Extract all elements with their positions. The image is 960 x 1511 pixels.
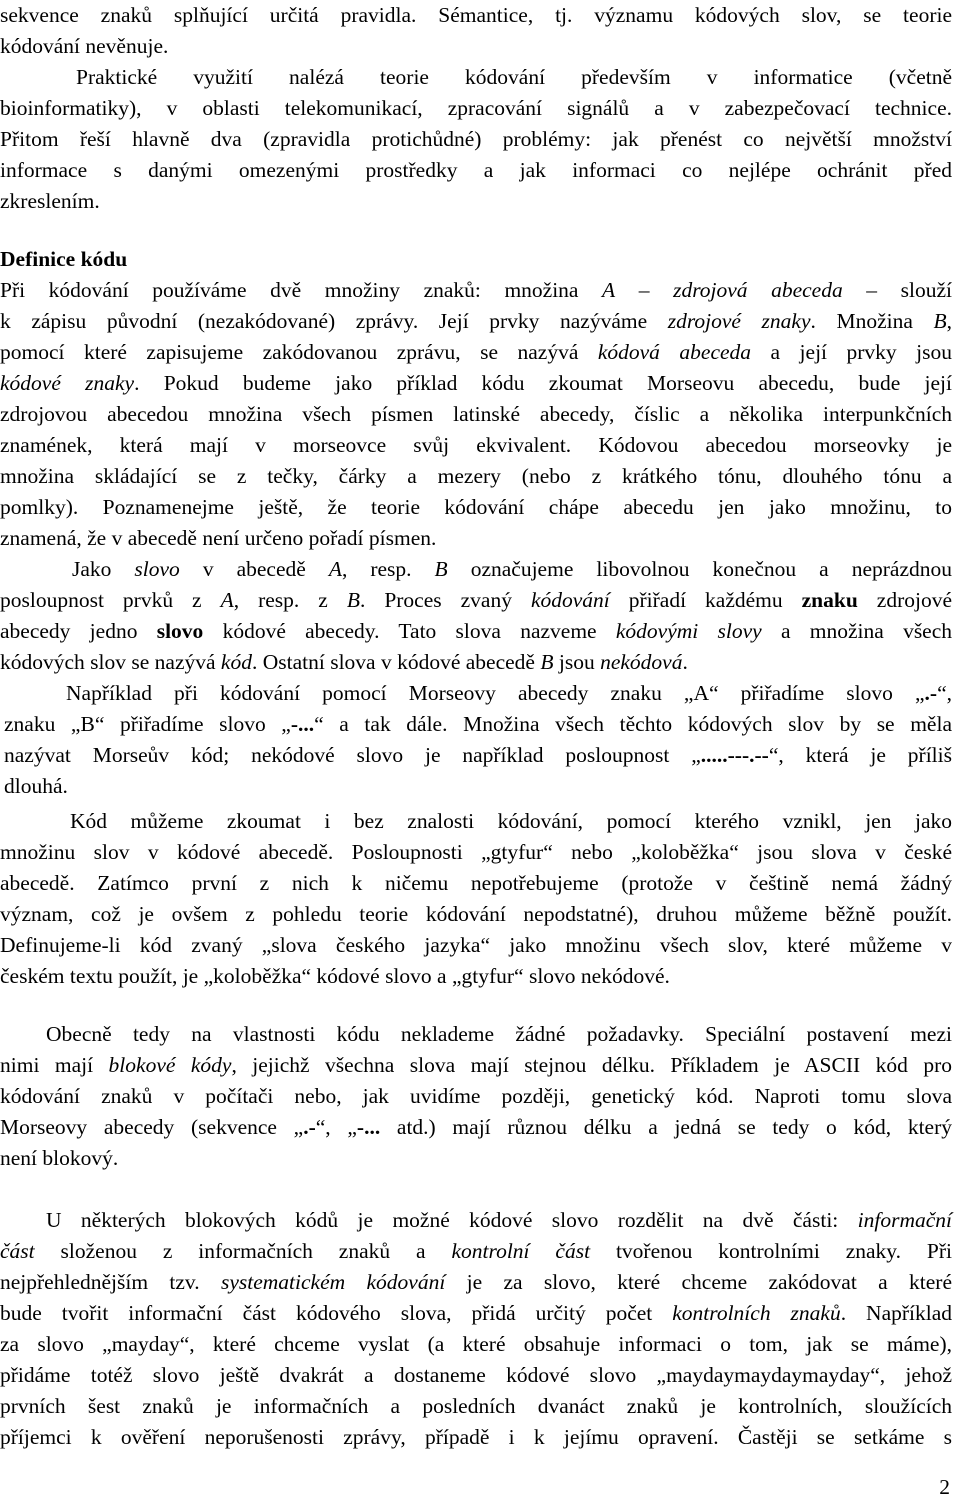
text-run: za slovo „mayday“, které chceme vyslat (a které obsahuje informaci o tom, jak se máme), [0, 1332, 952, 1356]
paragraph-p-practical-use [0, 62, 952, 217]
text-run: abecedě. Zatímco první z nich k ničemu nepotřebujeme (protože v češtině nemá žádný [0, 871, 952, 895]
text-line [0, 1422, 952, 1453]
text-line [0, 899, 952, 930]
text-run: Při kódování používáme dvě množiny znaků: množina [0, 278, 603, 302]
italic-run: kódovými slovy [615, 619, 762, 643]
text-run: zdrojové [857, 588, 952, 612]
text-line [0, 461, 952, 492]
bold-run: znaku [801, 588, 858, 612]
bold-run: slovo [156, 619, 204, 643]
text-run: složenou z informačních znaků a [34, 1239, 452, 1263]
text-run: nimi mají [0, 1053, 109, 1077]
text-line [0, 771, 952, 802]
text-run: Například při kódování pomocí Morseovy abecedy znaku „A“ přiřadíme slovo „ [66, 681, 925, 705]
italic-run: informační [857, 1208, 952, 1232]
text-line [0, 647, 952, 678]
text-line [0, 1236, 952, 1267]
text-line [0, 399, 952, 430]
text-run: jsou [553, 650, 601, 674]
text-line [0, 837, 952, 868]
text-run: abecedy jedno [0, 619, 157, 643]
text-run: posloupnost prvků z [0, 588, 221, 612]
text-run: , jejichž všechna slova mají stejnou délku. Příkladem je ASCII kód pro [231, 1053, 952, 1077]
italic-run: A [602, 278, 616, 302]
text-run: znamená, že v abecedě není určeno pořadí písmen. [0, 526, 437, 550]
italic-run: B [346, 588, 360, 612]
text-line [0, 1205, 952, 1236]
text-line [0, 124, 952, 155]
text-run: Přitom řeší hlavně dva (zpravidla protichůdné) problémy: jak přenést co největší množství [0, 127, 952, 151]
bold-run: .- [924, 681, 938, 705]
text-run: Praktické využití nalézá teorie kódování především v informatice (včetně [76, 65, 952, 89]
text-line [0, 1267, 952, 1298]
paragraph-p-word [0, 554, 952, 678]
text-line [0, 1298, 952, 1329]
italic-run: kontrolní část [451, 1239, 591, 1263]
text-line [0, 585, 952, 616]
text-line [0, 93, 952, 124]
text-line [0, 523, 952, 554]
text-run: tvořenou kontrolními znaky. Při [590, 1239, 952, 1263]
bold-run: .- [303, 1115, 316, 1139]
paragraph-p-definition [0, 275, 952, 554]
text-run: . [682, 650, 688, 674]
text-run: “, „ [315, 1115, 357, 1139]
text-run: kódové abecedy. Tato slova nazveme [203, 619, 616, 643]
text-line [0, 1081, 952, 1112]
paragraph-p-morse-example [0, 678, 952, 802]
text-line [0, 1329, 952, 1360]
text-line [0, 616, 952, 647]
text-run: U některých blokových kódů je možné kódové slovo rozdělit na dvě části: [46, 1208, 858, 1232]
text-run: bude tvořit informační část kódového slova, přidá určitý počet [0, 1301, 673, 1325]
text-run: Definujeme-li kód zvaný „slova českého jazyka“ jako množinu všech slov, které můžeme v [0, 933, 952, 957]
text-line [0, 868, 952, 899]
italic-run: nekódová [600, 650, 683, 674]
text-run: sekvence znaků splňující určitá pravidla. Sémantice, tj. významu kódových slov, se teorie [0, 3, 952, 27]
text-line [0, 740, 952, 771]
italic-run: zdrojové znaky [667, 309, 811, 333]
text-run: přidáme totéž slovo ještě dvakrát a dostaneme kódové slovo „maydaymaydaymayday“, jehož [0, 1363, 952, 1387]
paragraph-p-block-codes [0, 1019, 952, 1174]
text-line [0, 0, 952, 31]
italic-run: kódování [530, 588, 610, 612]
text-run: znaku „B“ přiřadíme slovo „ [4, 712, 291, 736]
text-run: dlouhá. [4, 774, 68, 798]
text-run: pomocí které zapisujeme zakódovanou zprávu, se nazývá [0, 340, 598, 364]
text-run: , [946, 309, 952, 333]
text-line [0, 368, 952, 399]
text-line [0, 31, 952, 62]
text-line [0, 1360, 952, 1391]
text-run: kódových slov se nazývá [0, 650, 221, 674]
italic-run: blokové kódy [108, 1053, 232, 1077]
text-line [0, 930, 952, 961]
text-run: Morseovy abecedy (sekvence „ [0, 1115, 304, 1139]
text-run: množinu slov v kódové abecedě. Posloupnosti „gtyfur“ nebo „koloběžka“ jsou slova v české [0, 840, 952, 864]
text-line [0, 806, 952, 837]
text-run: přiřadí každému [609, 588, 802, 612]
text-line [0, 961, 952, 992]
text-run: . Ostatní slova v kódové abecedě [251, 650, 541, 674]
italic-run: kód [220, 650, 252, 674]
text-run: . Množina [810, 309, 934, 333]
text-run: zdrojovou abecedou množina všech písmen latinské abecedy, číslic a několika interpunkčních [0, 402, 952, 426]
text-run: k zápisu původní (nezakódované) zprávy. Její prvky nazýváme [0, 309, 668, 333]
text-run: informace s danými omezenými prostředky a jak informaci co nejlépe ochránit před [0, 158, 952, 182]
text-run: v abecedě [179, 557, 329, 581]
text-run: množina skládající se z tečky, čárky a mezery (nebo z krátkého tónu, dlouhého tónu a [0, 464, 952, 488]
text-run: příjemci k ověření neporušenosti zprávy, případě i k jejímu opravení. Častěji se setkáme s [0, 1425, 952, 1449]
text-line [0, 430, 952, 461]
text-run: je za slovo, které chceme zakódovat a které [445, 1270, 952, 1294]
text-run: není blokový. [0, 1146, 119, 1170]
text-line [0, 275, 952, 306]
text-run: . Například [840, 1301, 953, 1325]
bold-run: .....---.-- [700, 743, 769, 767]
text-line [0, 186, 952, 217]
text-line [0, 337, 952, 368]
paragraph-p-intro-end [0, 0, 952, 62]
text-run: “, [937, 681, 952, 705]
text-run: Obecně tedy na vlastnosti kódu neklademe žádné požadavky. Speciální postavení mezi [46, 1022, 952, 1046]
italic-run: kontrolních znaků [672, 1301, 841, 1325]
italic-run: slovo [134, 557, 180, 581]
italic-run: část [0, 1239, 35, 1263]
text-run: českém textu použít, je „koloběžka“ kódové slovo a „gtyfur“ slovo nekódové. [0, 964, 670, 988]
text-line [0, 306, 952, 337]
text-line [0, 678, 952, 709]
text-line [0, 554, 952, 585]
text-run: “ a tak dále. Množina všech těchto kódových slov by se měla [314, 712, 952, 736]
text-line [0, 1019, 952, 1050]
text-line [0, 492, 952, 523]
text-line [0, 1112, 952, 1143]
text-line [0, 1391, 952, 1422]
text-run: Jako [72, 557, 135, 581]
text-run: . Proces zvaný [359, 588, 531, 612]
paragraph-p-systematic [0, 1205, 952, 1453]
text-run: a její prvky jsou [751, 340, 952, 364]
italic-run: B [540, 650, 554, 674]
text-run: označujeme libovolnou konečnou a neprázdnou [447, 557, 952, 581]
text-run: nazývat Morseův kód; nekódové slovo je například posloupnost „ [4, 743, 701, 767]
italic-run: systematickém kódování [220, 1270, 446, 1294]
italic-run: A [328, 557, 342, 581]
italic-run: B [434, 557, 448, 581]
text-line [0, 244, 952, 275]
paragraph-p-code-without-knowledge [0, 806, 952, 992]
text-run: prvních šest znaků je informačních a posledních dvanáct znaků je kontrolních, sloužících [0, 1394, 952, 1418]
text-run: – [615, 278, 674, 302]
text-run: , resp. [341, 557, 435, 581]
text-line [0, 155, 952, 186]
italic-run: A [220, 588, 234, 612]
text-run: kódování znaků v počítači nebo, jak uvidíme později, genetický kód. Naproti tomu slova [0, 1084, 952, 1108]
italic-run: kódová abeceda [597, 340, 752, 364]
text-run: – slouží [842, 278, 952, 302]
text-run: , resp. z [233, 588, 347, 612]
text-run: nejpřehlednějším tzv. [0, 1270, 221, 1294]
text-run: pomlky). Poznamenejme ještě, že teorie kódování chápe abecedu jen jako množinu, to [0, 495, 952, 519]
text-run: “, která je příliš [768, 743, 952, 767]
bold-run: -... [290, 712, 315, 736]
text-line [0, 62, 952, 93]
text-run: znamének, která mají v morseovce svůj ekvivalent. Kódovou abecedou morseovky je [0, 433, 952, 457]
text-line [0, 1143, 952, 1174]
text-run: zkreslením. [0, 189, 100, 213]
italic-run: B [933, 309, 947, 333]
paragraph-p-definition-heading [0, 244, 952, 275]
italic-run: kódové znaky [0, 371, 135, 395]
bold-run: Definice kódu [0, 247, 128, 271]
bold-run: -... [356, 1115, 381, 1139]
text-run: atd.) mají různou délku a jedná se tedy o kód, který [380, 1115, 952, 1139]
text-run: Kód můžeme zkoumat i bez znalosti kódování, pomocí kterého vznikl, jen jako [70, 809, 952, 833]
page-number: 2 [939, 1475, 950, 1499]
text-line [0, 1050, 952, 1081]
text-run: kódování nevěnuje. [0, 34, 169, 58]
italic-run: zdrojová abeceda [673, 278, 843, 302]
text-run: . Pokud budeme jako příklad kódu zkoumat Morseovu abecedu, bude její [134, 371, 952, 395]
text-run: význam, což je ovšem z pohledu teorie kódování nepodstatné), druhou můžeme běžně použít. [0, 902, 952, 926]
text-line [0, 709, 952, 740]
text-run: a množina všech [761, 619, 953, 643]
text-run: bioinformatiky), v oblasti telekomunikací, zpracování signálů a v zabezpečovací technice. [0, 96, 952, 120]
